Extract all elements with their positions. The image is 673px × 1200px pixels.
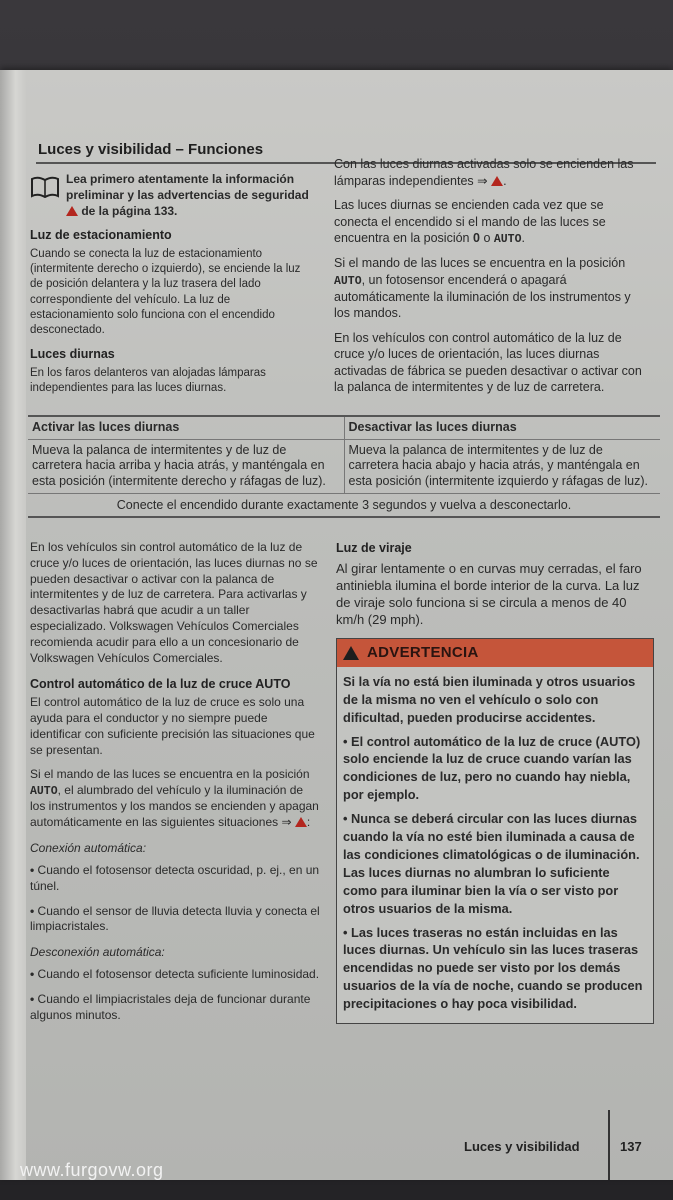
list-item: • Cuando el sensor de lluvia detecta lluvia y conecta el limpiacristales. xyxy=(30,904,320,936)
warning-body xyxy=(337,667,653,1023)
table-header-deactivate: Desactivar las luces diurnas xyxy=(344,417,661,439)
warning-intro: Si la vía no está bien iluminada y otros usuarios de la misma no ven el vehículo o solo con dificultad, pueden producirse accidentes. xyxy=(343,673,636,725)
list-item: • Cuando el fotosensor detecta suficiente luminosidad. xyxy=(30,967,320,983)
table-cell-activate: Mueva la palanca de intermitentes y de luz de carretera hacia arriba y hacia atrás, y manténgala en esta posición (intermitente derecho y ráfagas de luz). xyxy=(32,442,326,488)
warning-header xyxy=(337,639,653,667)
footer-section-title: Luces y visibilidad xyxy=(464,1139,580,1154)
watermark: www.furgovw.org xyxy=(20,1160,164,1180)
left-column-bottom xyxy=(30,540,320,1033)
list-item: • Cuando el fotosensor detecta oscuridad, p. ej., en un túnel. xyxy=(30,863,320,895)
daytime-lights-table xyxy=(28,415,660,518)
daytime-lights-heading: Luces diurnas xyxy=(30,347,115,362)
list-item: • Las luces traseras no están incluidas en las luces diurnas. Un vehículo sin las luces traseras encendidas no puede ser visto por los demás usuarios de la vía de noche, cuando se producen precipitaciones o hay poca visibilidad. xyxy=(343,924,647,1014)
page-binding xyxy=(0,70,26,1180)
auto-lowbeam-text: El control automático de la luz de cruce es solo una ayuda para el conductor y no siempre puede identificar con suficiente precisión las situaciones que se presentan. xyxy=(30,695,315,757)
parking-light-text: Cuando se conecta la luz de estacionamiento (intermitente derecho o izquierdo), se enciende la luz de posición delantera y la luz trasera del lado correspondiente del vehículo. La luz de estacionamiento solo funciona con el encendido desconectado. xyxy=(30,247,301,336)
daytime-note-1: Con las luces diurnas activadas solo se encienden las lámparas independientes ⇒ . xyxy=(334,157,634,188)
daytime-note-3: Si el mando de las luces se encuentra en la posición AUTO, un fotosensor encenderá o apagará automáticamente la iluminación de los instrumentos y los mandos. xyxy=(334,256,631,321)
table-header-activate: Activar las luces diurnas xyxy=(32,420,180,434)
table-row xyxy=(28,440,660,493)
intro-text: Lea primero atentamente la información preliminar y las advertencias de seguridad de la página 133. xyxy=(66,172,309,218)
page-number: 137 xyxy=(620,1139,642,1154)
warning-triangle-icon xyxy=(295,817,307,827)
table-cell-deactivate: Mueva la palanca de intermitentes y de luz de carretera hacia abajo y hacia atrás, y manténgala en esta posición (intermitente izquierdo y ráfagas de luz). xyxy=(344,440,661,493)
page-title: Luces y visibilidad – Funciones xyxy=(38,141,264,158)
right-column-top xyxy=(334,156,644,404)
warning-triangle-icon xyxy=(343,646,359,660)
list-item: • Nunca se deberá circular con las luces diurnas cuando la vía no esté bien iluminada a causa de las condiciones climatológicas o de iluminación. Las luces diurnas no alumbran lo suficiente como para iluminar bien la vía o ser visto por otros usuarios de la misma. xyxy=(343,810,647,917)
right-column-bottom xyxy=(336,540,648,636)
auto-off-heading: Desconexión automática: xyxy=(30,945,165,960)
cornering-light-text: Al girar lentamente o en curvas muy cerradas, el faro antiniebla ilumina el borde interior de la curva. La luz de viraje solo funciona si se circula a menos de 40 km/h (29 mph). xyxy=(336,560,642,627)
daytime-lights-text: En los faros delanteros van alojadas lámparas independientes para las luces diurnas. xyxy=(30,366,266,394)
left-column-top xyxy=(30,172,315,404)
cornering-light-heading: Luz de viraje xyxy=(336,541,412,555)
table-header-row xyxy=(28,417,660,440)
table-footer: Conecte el encendido durante exactamente 3 segundos y vuelva a desconectarlo. xyxy=(28,493,660,517)
daytime-note-2: Las luces diurnas se encienden cada vez que se conecta el encendido si el mando de las luces se encuentra en la posición 0 o AUTO. xyxy=(334,198,606,246)
auto-on-heading: Conexión automática: xyxy=(30,841,147,856)
list-item: • Cuando el limpiacristales deja de funcionar durante algunos minutos. xyxy=(30,992,320,1024)
intro-block xyxy=(30,172,315,219)
auto-lowbeam-heading: Control automático de la luz de cruce AUTO xyxy=(30,676,291,691)
warning-triangle-icon xyxy=(66,206,78,216)
manual-page xyxy=(0,70,673,1180)
daytime-note-4: En los vehículos con control automático de la luz de cruce y/o luces de orientación, las luces diurnas activadas de fábrica se pueden desactivar o activar con la palanca de intermitentes y de luz de carretera. xyxy=(334,330,642,395)
warning-title: ADVERTENCIA xyxy=(367,644,479,661)
auto-position-text: Si el mando de las luces se encuentra en la posición AUTO, el alumbrado del vehículo y la iluminación de los instrumentos y los mandos se encienden y apagan automáticamente en las siguientes situaciones ⇒ : xyxy=(30,767,319,830)
page-content xyxy=(28,70,660,1180)
parking-light-heading: Luz de estacionamiento xyxy=(30,228,172,243)
footer-divider xyxy=(608,1110,610,1180)
no-auto-text: En los vehículos sin control automático de la luz de cruce y/o luces de orientación, las luces diurnas no se pueden desactivar o activar con la palanca de intermitentes y de luz de carretera. Para activarlas y desactivarlas habrá que acudir a un taller especializado. Volkswagen Vehículos Comerciales recomienda acudir para ello a un concesionario de Volkswagen Vehículos Comerciales. xyxy=(30,540,318,665)
warning-box xyxy=(336,638,654,1024)
book-icon xyxy=(30,176,60,198)
warning-triangle-icon xyxy=(491,176,503,186)
list-item: • El control automático de la luz de cruce (AUTO) solo enciende la luz de cruce cuando varían las condiciones de luz, pero no cuando hay niebla, por ejemplo. xyxy=(343,733,647,805)
